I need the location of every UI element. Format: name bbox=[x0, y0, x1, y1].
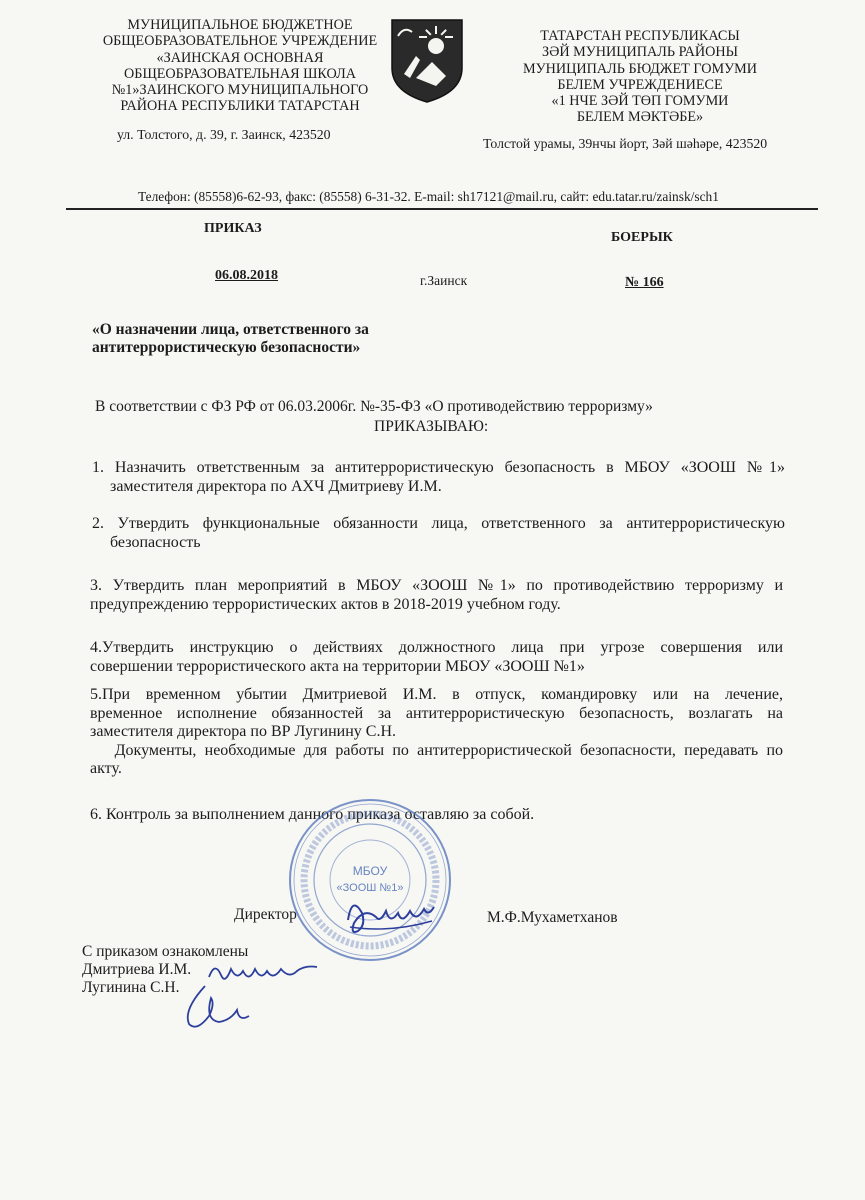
stamp-center-line2: «ЗООШ №1» bbox=[336, 882, 404, 894]
order-label-tt: БОЕРЫК bbox=[611, 230, 673, 245]
acknowledgement-block bbox=[82, 943, 248, 997]
paragraph-line: 2. Утвердить функциональные обязанности лица, ответственного за антитеррористическую bbox=[92, 515, 785, 532]
paragraph-5 bbox=[90, 686, 783, 779]
paragraph-4 bbox=[90, 639, 783, 676]
header-left-line: ОБЩЕОБРАЗОВАТЕЛЬНАЯ ШКОЛА bbox=[124, 65, 356, 82]
title-line: «О назначении лица, ответственного за bbox=[92, 321, 369, 338]
paragraph-line: 3. Утвердить план мероприятий в МБОУ «ЗООШ №1» по противодействию терроризму и bbox=[90, 577, 783, 594]
paragraph-line: 5.При временном убытии Дмитриевой И.М. в отпуск, командировку или на лечение, bbox=[90, 686, 783, 703]
header-left-line: РАЙОНА РЕСПУБЛИКИ ТАТАРСТАН bbox=[120, 98, 360, 115]
header-right-line: «1 НЧЕ ЗӘЙ ТӨП ГОМУМИ bbox=[551, 93, 729, 110]
legal-basis: В соответствии с ФЗ РФ от 06.03.2006г. №-35-ФЗ «О противодействию терроризму» bbox=[95, 398, 653, 415]
paragraph-line: заместителя директора по АХЧ Дмитриеву И.М. bbox=[110, 477, 442, 495]
header-right-line: МУНИЦИПАЛЬ БЮДЖЕТ ГОМУМИ bbox=[523, 60, 757, 77]
paragraph-2 bbox=[92, 515, 785, 552]
contacts-line: Телефон: (85558)6-62-93, факс: (85558) 6-31-32. E-mail: sh17121@mail.ru, сайт: edu.tatar.ru/zainsk/sch1 bbox=[138, 189, 719, 204]
ack-heading: С приказом ознакомлены bbox=[82, 943, 249, 960]
order-number: № 166 bbox=[625, 275, 664, 290]
header-left-block bbox=[70, 17, 410, 115]
header-right-block bbox=[470, 28, 810, 126]
director-label: Директор bbox=[234, 906, 297, 923]
header-right-line: ЗӘЙ МУНИЦИПАЛЬ РАЙОНЫ bbox=[541, 44, 739, 61]
header-right-line: БЕЛЕМ МӘКТӘБЕ» bbox=[576, 109, 704, 126]
order-title bbox=[92, 321, 369, 357]
stamp-center-line1: МБОУ bbox=[352, 864, 388, 878]
order-word: ПРИКАЗЫВАЮ: bbox=[374, 418, 489, 435]
paragraph-line: акту. bbox=[90, 760, 122, 777]
ack-person: Дмитриева И.М. bbox=[82, 961, 192, 978]
director-name: М.Ф.Мухаметханов bbox=[487, 909, 618, 926]
paragraph-line: 1. Назначить ответственным за антитеррористическую безопасность в МБОУ «ЗООШ №1» bbox=[92, 459, 785, 476]
director-signature bbox=[340, 885, 440, 945]
paragraph-line: 6. Контроль за выполнением данного приказа оставляю за собой. bbox=[90, 806, 535, 823]
order-city: г.Заинск bbox=[420, 273, 468, 288]
header-left-line: №1»ЗАИНСКОГО МУНИЦИПАЛЬНОГО bbox=[111, 82, 369, 99]
paragraph-line: совершении террористического акта на территории МБОУ «ЗООШ №1» bbox=[90, 657, 585, 675]
paragraph-line: безопасность bbox=[110, 533, 201, 551]
paragraph-line: Документы, необходимые для работы по антитеррористической безопасности, передавать по bbox=[90, 741, 783, 759]
coat-of-arms-icon bbox=[386, 16, 468, 104]
paragraph-1 bbox=[92, 459, 785, 496]
paragraph-line: 4.Утвердить инструкцию о действиях должностного лица при угрозе совершения или bbox=[90, 639, 783, 656]
header-right-line: ТАТАРСТАН РЕСПУБЛИКАСЫ bbox=[540, 28, 740, 44]
header-left-line: ОБЩЕОБРАЗОВАТЕЛЬНОЕ УЧРЕЖДЕНИЕ bbox=[102, 33, 378, 50]
header-left-line: «ЗАИНСКАЯ ОСНОВНАЯ bbox=[156, 49, 324, 66]
ack-person: Лугинина С.Н. bbox=[82, 979, 180, 996]
order-label-ru: ПРИКАЗ bbox=[204, 221, 262, 236]
title-line: антитеррористическую безопасности» bbox=[92, 339, 361, 356]
paragraph-line: предупреждению террористических актов в 2018-2019 учебном году. bbox=[90, 595, 561, 613]
address-right: Толстой урамы, 39нчы йорт, Зәй шәһәре, 423520 bbox=[483, 136, 768, 151]
address-left: ул. Толстого, д. 39, г. Заинск, 423520 bbox=[117, 127, 331, 142]
order-date: 06.08.2018 bbox=[215, 268, 278, 283]
paragraph-3 bbox=[90, 577, 783, 614]
header-right-line: БЕЛЕМ УЧРЕЖДЕНИЕСЕ bbox=[557, 76, 723, 93]
header-divider bbox=[66, 208, 818, 210]
paragraph-line: временное исполнение обязанностей за антитеррористическую безопасность, возлагать на bbox=[90, 704, 783, 722]
paragraph-line: заместителя директора по ВР Лугинину С.Н. bbox=[90, 723, 397, 740]
header-left-line: МУНИЦИПАЛЬНОЕ БЮДЖЕТНОЕ bbox=[127, 17, 353, 33]
paragraph-6 bbox=[90, 806, 783, 825]
